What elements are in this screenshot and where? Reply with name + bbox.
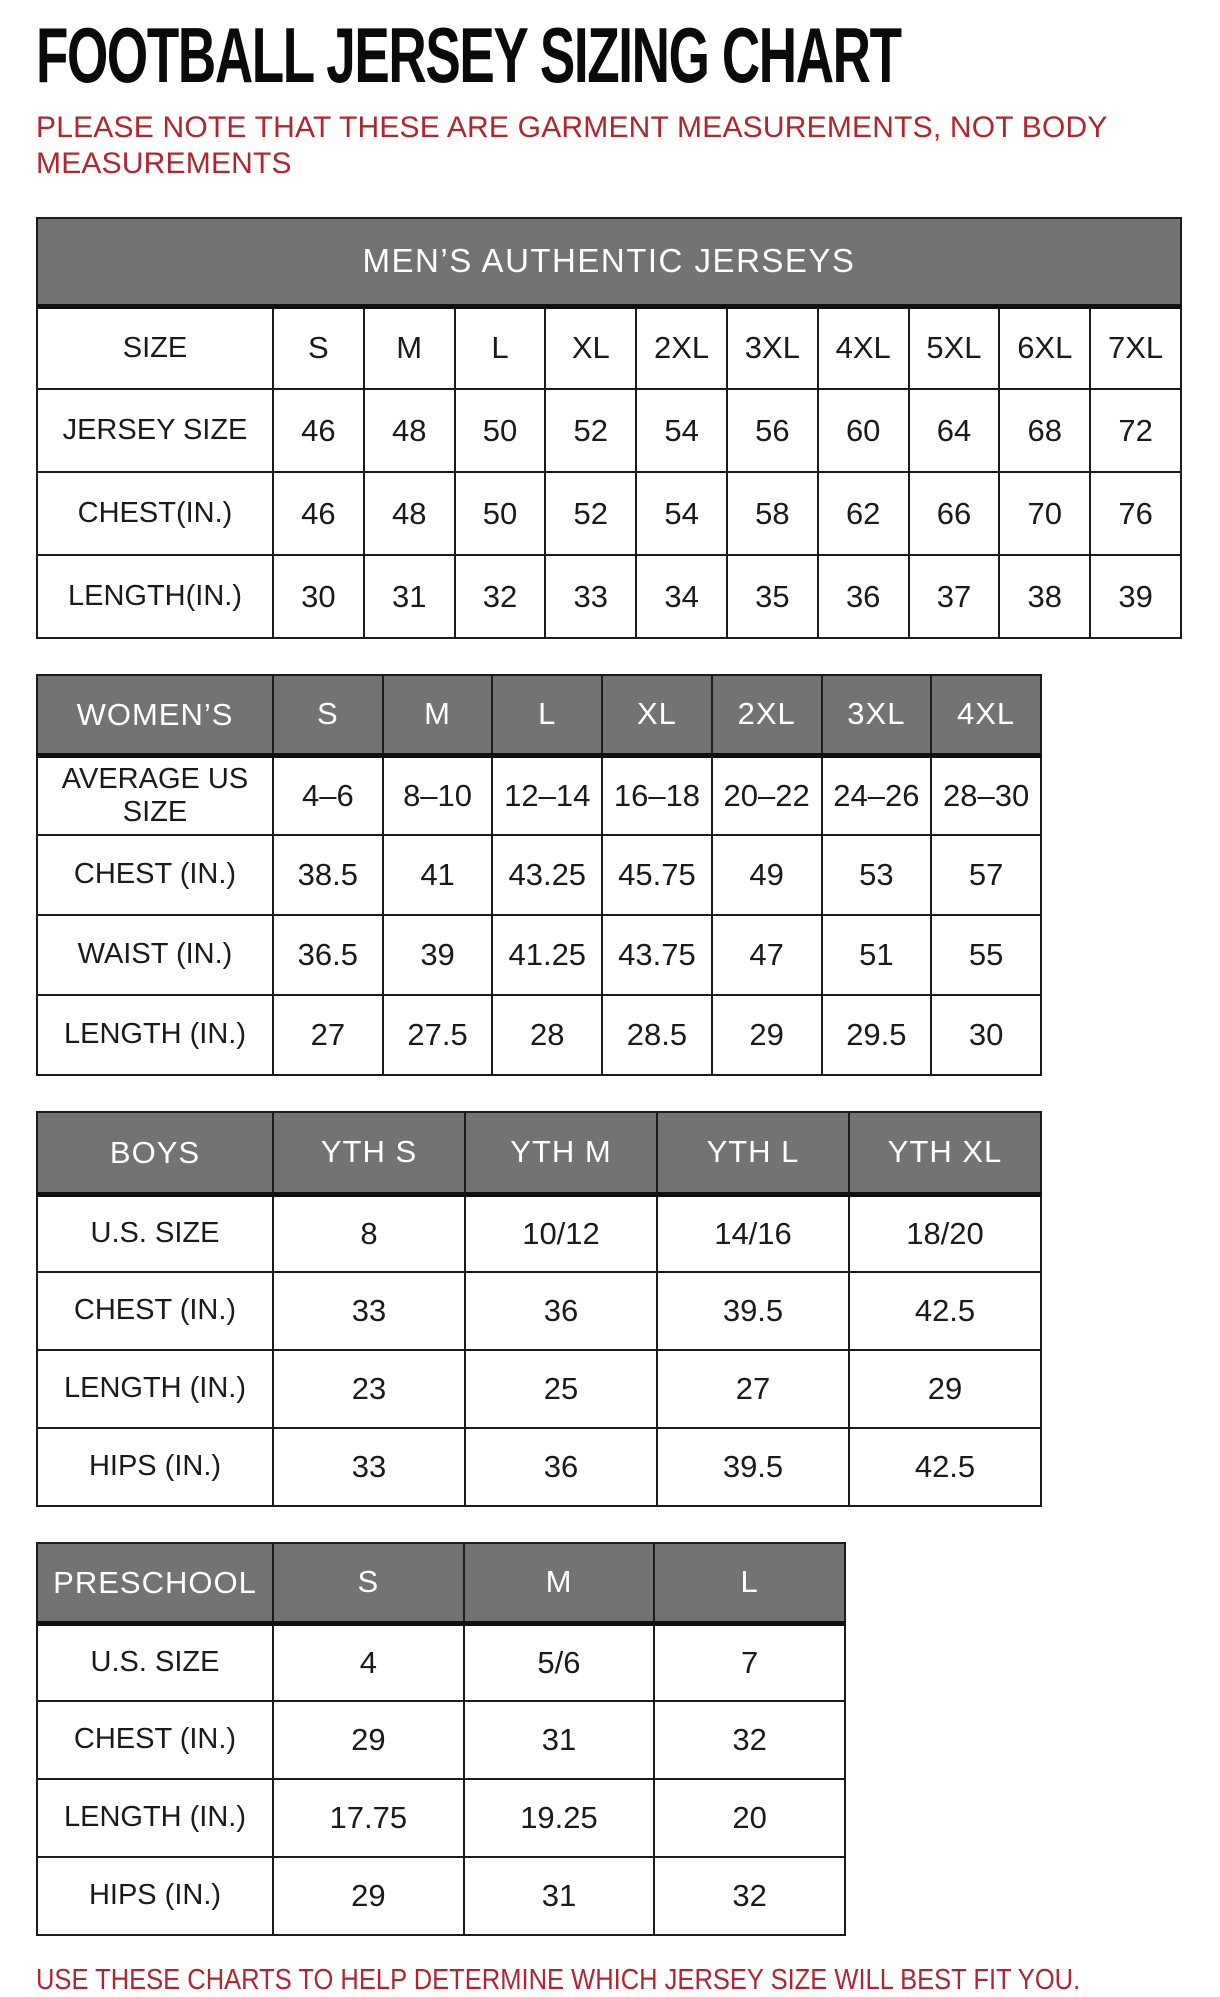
table-title: PRESCHOOL: [37, 1543, 273, 1623]
table-row: [37, 1779, 845, 1857]
measurement-cell: 53: [822, 835, 932, 915]
measurement-cell: 29.5: [822, 995, 932, 1075]
size-column-header: S: [273, 675, 383, 755]
measurement-cell: 17.75: [273, 1779, 464, 1857]
measurement-cell: 50: [455, 389, 546, 472]
table-row: [37, 1623, 845, 1701]
measurement-cell: S: [273, 306, 364, 389]
row-label: AVERAGE US SIZE: [37, 755, 273, 835]
table-row: [37, 915, 1041, 995]
measurement-cell: 47: [712, 915, 822, 995]
measurement-cell: 57: [931, 835, 1041, 915]
table-row: [37, 835, 1041, 915]
measurement-cell: 7XL: [1090, 306, 1181, 389]
measurement-cell: 41.25: [492, 915, 602, 995]
measurement-cell: 14/16: [657, 1194, 849, 1272]
measurement-cell: 43.75: [602, 915, 712, 995]
measurement-cell: 28.5: [602, 995, 712, 1075]
measurement-cell: 31: [464, 1857, 655, 1935]
measurement-cell: 4XL: [818, 306, 909, 389]
table-row: [37, 1272, 1041, 1350]
measurement-cell: 16–18: [602, 755, 712, 835]
measurement-cell: 28–30: [931, 755, 1041, 835]
preschool-sizing-table: [36, 1542, 846, 1936]
size-column-header: YTH XL: [849, 1112, 1041, 1194]
row-label: CHEST(IN.): [37, 472, 273, 555]
measurement-cell: 70: [999, 472, 1090, 555]
measurement-cell: 28: [492, 995, 602, 1075]
measurement-cell: 68: [999, 389, 1090, 472]
measurement-cell: 18/20: [849, 1194, 1041, 1272]
measurement-cell: 32: [654, 1857, 845, 1935]
table-row: [37, 555, 1181, 638]
size-column-header: 3XL: [822, 675, 932, 755]
measurement-cell: 48: [364, 389, 455, 472]
size-column-header: YTH S: [273, 1112, 465, 1194]
measurement-cell: 49: [712, 835, 822, 915]
measurement-cell: 6XL: [999, 306, 1090, 389]
measurement-cell: 12–14: [492, 755, 602, 835]
row-label: LENGTH (IN.): [37, 1779, 273, 1857]
measurement-cell: 42.5: [849, 1428, 1041, 1506]
table-row: [37, 755, 1041, 835]
measurement-cell: 54: [636, 472, 727, 555]
measurement-cell: 23: [273, 1350, 465, 1428]
measurement-cell: 29: [712, 995, 822, 1075]
table-row: [37, 1194, 1041, 1272]
measurement-cell: 55: [931, 915, 1041, 995]
measurement-cell: 36.5: [273, 915, 383, 995]
measurement-cell: 41: [383, 835, 493, 915]
measurement-cell: 31: [464, 1701, 655, 1779]
measurement-cell: 30: [931, 995, 1041, 1075]
table-header-row: [37, 675, 1041, 755]
measurement-cell: 38.5: [273, 835, 383, 915]
row-label: CHEST (IN.): [37, 835, 273, 915]
table-row: [37, 306, 1181, 389]
row-label: CHEST (IN.): [37, 1701, 273, 1779]
table-row: [37, 1428, 1041, 1506]
measurement-cell: 3XL: [727, 306, 818, 389]
size-column-header: M: [464, 1543, 655, 1623]
measurement-cell: 20: [654, 1779, 845, 1857]
womens-sizing-table: [36, 674, 1042, 1076]
measurement-cell: 52: [545, 389, 636, 472]
row-label: JERSEY SIZE: [37, 389, 273, 472]
measurement-cell: 25: [465, 1350, 657, 1428]
measurement-cell: 37: [909, 555, 1000, 638]
measurement-cell: 32: [654, 1701, 845, 1779]
measurement-cell: 39.5: [657, 1272, 849, 1350]
measurement-cell: 72: [1090, 389, 1181, 472]
table-title: WOMEN’S: [37, 675, 273, 755]
measurement-cell: 27.5: [383, 995, 493, 1075]
measurement-cell: 32: [455, 555, 546, 638]
table-row: [37, 389, 1181, 472]
size-column-header: L: [654, 1543, 845, 1623]
measurement-cell: 46: [273, 389, 364, 472]
measurement-cell: 33: [273, 1272, 465, 1350]
measurement-cell: 4: [273, 1623, 464, 1701]
measurement-cell: 33: [273, 1428, 465, 1506]
size-column-header: YTH M: [465, 1112, 657, 1194]
size-column-header: 2XL: [712, 675, 822, 755]
row-label: U.S. SIZE: [37, 1194, 273, 1272]
measurement-cell: 42.5: [849, 1272, 1041, 1350]
measurement-cell: 52: [545, 472, 636, 555]
measurement-cell: 36: [465, 1428, 657, 1506]
size-column-header: M: [383, 675, 493, 755]
row-label: LENGTH (IN.): [37, 995, 273, 1075]
size-column-header: 4XL: [931, 675, 1041, 755]
measurement-cell: 46: [273, 472, 364, 555]
size-column-header: XL: [602, 675, 712, 755]
measurement-cell: L: [455, 306, 546, 389]
size-column-header: L: [492, 675, 602, 755]
measurement-cell: 30: [273, 555, 364, 638]
measurement-cell: 39: [1090, 555, 1181, 638]
measurement-cell: 27: [657, 1350, 849, 1428]
measurement-cell: 39.5: [657, 1428, 849, 1506]
row-label: CHEST (IN.): [37, 1272, 273, 1350]
table-title: MEN’S AUTHENTIC JERSEYS: [37, 218, 1181, 306]
row-label: U.S. SIZE: [37, 1623, 273, 1701]
row-label: LENGTH(IN.): [37, 555, 273, 638]
table-row: [37, 1701, 845, 1779]
measurement-cell: 64: [909, 389, 1000, 472]
measurement-cell: 39: [383, 915, 493, 995]
measurement-cell: 66: [909, 472, 1000, 555]
boys-sizing-table: [36, 1111, 1042, 1507]
measurement-cell: XL: [545, 306, 636, 389]
measurement-cell: 34: [636, 555, 727, 638]
row-label: HIPS (IN.): [37, 1428, 273, 1506]
row-label: WAIST (IN.): [37, 915, 273, 995]
measurement-cell: 24–26: [822, 755, 932, 835]
table-row: [37, 995, 1041, 1075]
measurement-cell: 29: [273, 1701, 464, 1779]
measurement-cell: 2XL: [636, 306, 727, 389]
measurement-cell: 8–10: [383, 755, 493, 835]
measurement-cell: M: [364, 306, 455, 389]
measurement-cell: 58: [727, 472, 818, 555]
table-row: [37, 1857, 845, 1935]
measurement-cell: 29: [849, 1350, 1041, 1428]
measurement-cell: 56: [727, 389, 818, 472]
size-column-header: YTH L: [657, 1112, 849, 1194]
measurement-cell: 54: [636, 389, 727, 472]
measurement-cell: 60: [818, 389, 909, 472]
row-label: HIPS (IN.): [37, 1857, 273, 1935]
mens-authentic-jerseys-table: [36, 217, 1182, 639]
table-row: [37, 1350, 1041, 1428]
measurement-cell: 4–6: [273, 755, 383, 835]
measurement-cell: 51: [822, 915, 932, 995]
measurement-cell: 20–22: [712, 755, 822, 835]
measurement-cell: 5XL: [909, 306, 1000, 389]
measurement-cell: 33: [545, 555, 636, 638]
size-column-header: S: [273, 1543, 464, 1623]
measurement-cell: 7: [654, 1623, 845, 1701]
table-header-row: [37, 1543, 845, 1623]
row-label: LENGTH (IN.): [37, 1350, 273, 1428]
table-row: [37, 472, 1181, 555]
footer-note: USE THESE CHARTS TO HELP DETERMINE WHICH JERSEY SIZE WILL BEST FIT YOU.: [36, 1964, 1081, 1997]
measurement-cell: 35: [727, 555, 818, 638]
measurement-cell: 50: [455, 472, 546, 555]
measurement-cell: 48: [364, 472, 455, 555]
measurement-cell: 29: [273, 1857, 464, 1935]
measurement-cell: 36: [818, 555, 909, 638]
measurement-cell: 38: [999, 555, 1090, 638]
measurement-cell: 76: [1090, 472, 1181, 555]
measurement-cell: 8: [273, 1194, 465, 1272]
measurement-cell: 43.25: [492, 835, 602, 915]
measurement-cell: 19.25: [464, 1779, 655, 1857]
measurement-cell: 10/12: [465, 1194, 657, 1272]
measurement-cell: 36: [465, 1272, 657, 1350]
measurement-cell: 27: [273, 995, 383, 1075]
garment-measurements-note: PLEASE NOTE THAT THESE ARE GARMENT MEASUREMENTS, NOT BODY MEASUREMENTS: [36, 111, 1108, 181]
measurement-cell: 31: [364, 555, 455, 638]
measurement-cell: 45.75: [602, 835, 712, 915]
measurement-cell: 5/6: [464, 1623, 655, 1701]
table-header-row: [37, 218, 1181, 306]
row-label: SIZE: [37, 306, 273, 389]
page-title: FOOTBALL JERSEY SIZING CHART: [36, 11, 901, 99]
table-header-row: [37, 1112, 1041, 1194]
table-title: BOYS: [37, 1112, 273, 1194]
measurement-cell: 62: [818, 472, 909, 555]
